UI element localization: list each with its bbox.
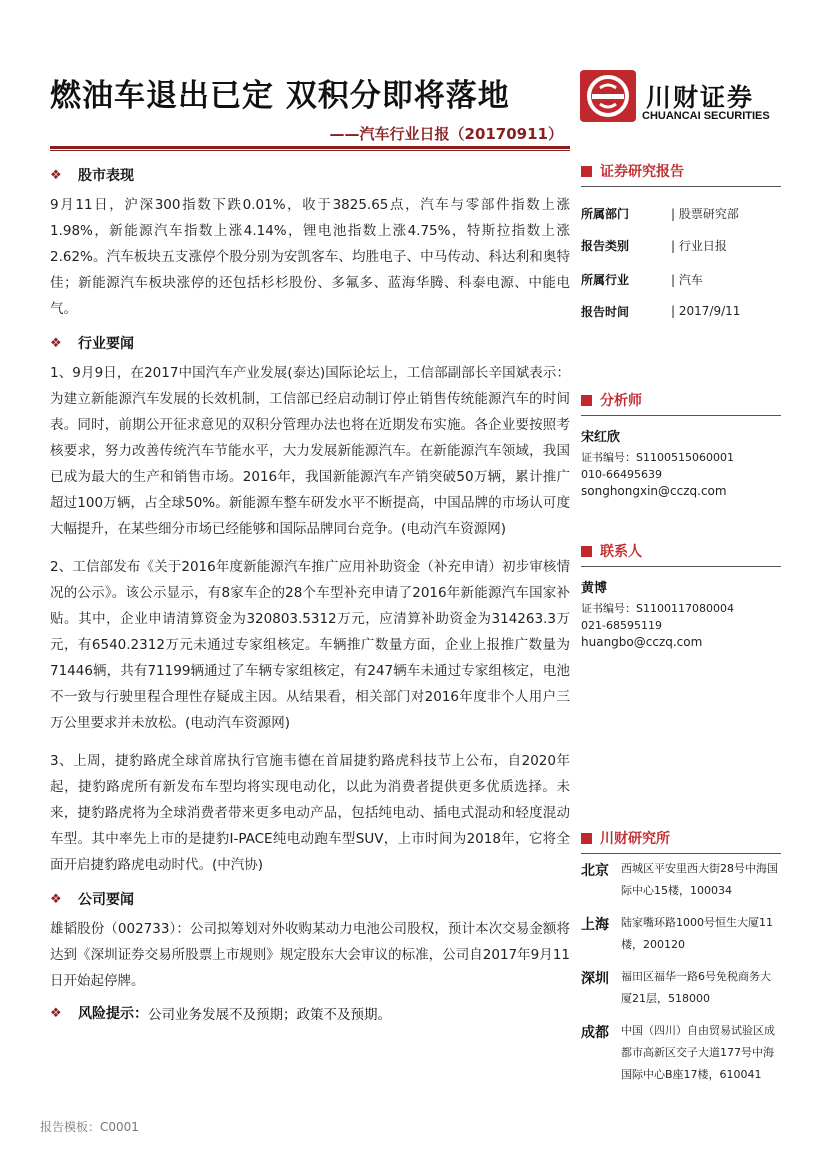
logo-text-cn: 川财证券 — [646, 83, 755, 112]
square-bullet-icon — [581, 833, 592, 844]
office-chengdu: 成都 中国（四川）自由贸易试验区成都市高新区交子大道177号中海国际中心B座17楼，610041 — [581, 1024, 775, 1081]
diamond-bullet-icon: ❖ — [50, 335, 62, 351]
sidebar-heading-institute: 川财研究所 — [581, 827, 781, 849]
risk-label: 风险提示： — [78, 1006, 148, 1022]
industry-paragraph-2: 2、工信部发布《关于2016年度新能源汽车推广应用补助资金（补充申请）初步审核情况的公示》。该公示显示，有8家车企的28个车型补充申请了2016年新能源汽车国家补贴。其中，企业申请清算资金为320803.5312万元，应清算补助资金为314263.3万元，有6540.2312万元未通过专家组核定。车辆推广数量方面，企业上报推广数量为71446辆，共有71199辆通过了车辆专家组核定，有247辆车未通过专家组核定，电池不一致与行驶里程合理性存疑成主因。从结果看，相关部门对2016年度非个人用户三万公里要求并未放松。(电动汽车资源网) — [50, 559, 570, 731]
industry-paragraph-1: 1、9月9日，在2017中国汽车产业发展(泰达)国际论坛上，工信部副部长辛国斌表示：为建立新能源汽车发展的长效机制，工信部已经启动制订停止销售传统能源汽车的时间表。同时，前期公开征求意见的双积分管理办法也将在近期发布实施。各企业要按照考核要求，努力改善传统汽车节能水平，大力发展新能源汽车。在新能源汽车领域，我国已成为最大的生产和销售市场。2016年，我国新能源汽车产销突破50万辆，累计推广超过100万辆，占全球50%。新能源车整车研发水平不断提高，中国品牌的市场认可度大幅提升，在某些细分市场已经能够和国际品牌同台竞争。(电动汽车资源网) — [50, 365, 570, 537]
contact-email[interactable]: huangbo@cczq.com — [581, 635, 703, 649]
sidebar-heading-analyst: 分析师 — [581, 389, 781, 411]
company-logo — [580, 70, 780, 130]
logo-text-en: CHUANCAI SECURITIES — [642, 110, 770, 122]
report-template-id: 报告模板：C0001 — [40, 1120, 139, 1134]
square-bullet-icon — [581, 166, 592, 177]
sidebar — [581, 160, 781, 1096]
diamond-bullet-icon: ❖ — [50, 891, 62, 907]
header-rule — [50, 146, 570, 149]
risk-text: 公司业务发展不及预期；政策不及预期。 — [148, 1007, 391, 1023]
sidebar-divider — [581, 853, 781, 854]
office-beijing: 北京 西城区平安里西大街28号中海国际中心15楼，100034 — [581, 862, 778, 897]
square-bullet-icon — [581, 546, 592, 557]
square-bullet-icon — [581, 395, 592, 406]
contact-phone: 021-68595119 — [581, 619, 662, 632]
sidebar-divider — [581, 566, 781, 567]
diamond-bullet-icon: ❖ — [50, 1005, 62, 1021]
analyst-name: 宋红欣 — [581, 430, 621, 445]
analyst-cert: 证书编号：S1100515060001 — [581, 451, 734, 464]
main-content — [50, 160, 570, 1024]
office-shenzhen: 深圳 福田区福华一路6号免税商务大厦21层，518000 — [581, 970, 771, 1005]
info-row-category: 报告类别 | 行业日报 — [581, 238, 727, 253]
section-heading-market — [50, 164, 570, 186]
analyst-email[interactable]: songhongxin@cczq.com — [581, 484, 727, 498]
market-paragraph: 9月11日，沪深300指数下跌0.01%，收于3825.65点，汽车与零部件指数上涨1.98%，新能源汽车指数上涨4.14%，锂电池指数上涨4.75%，特斯拉指数上涨2.62%。汽车板块五支涨停个股分别为安凯客车、均胜电子、中马传动、科达利和奥特佳；新能源汽车板块涨停的还包括杉杉股份、多氟多、蓝海华腾、科泰电源、中能电气。 — [50, 197, 570, 317]
logo-mark-icon — [580, 70, 636, 122]
info-row-department: 所属部门 | 股票研究部 — [581, 206, 739, 221]
section-heading-text: 行业要闻 — [78, 336, 134, 352]
sidebar-divider — [581, 415, 781, 416]
diamond-bullet-icon: ❖ — [50, 167, 62, 183]
section-heading-industry — [50, 332, 570, 354]
contact-cert: 证书编号：S1100117080004 — [581, 602, 734, 615]
office-shanghai: 上海 陆家嘴环路1000号恒生大厦11楼，200120 — [581, 916, 773, 951]
sidebar-heading-report: 证券研究报告 — [581, 160, 781, 182]
risk-warning — [50, 1002, 570, 1024]
report-title: 燃油车退出已定 双积分即将落地 — [50, 78, 510, 114]
section-heading-text: 公司要闻 — [78, 892, 134, 908]
report-subtitle: ——汽车行业日报（20170911） — [329, 125, 563, 143]
company-paragraph: 雄韬股份（002733）：公司拟筹划对外收购某动力电池公司股权，预计本次交易金额将达到《深圳证券交易所股票上市规则》规定股东大会审议的标准，公司自2017年9月11日开始起停牌。 — [50, 921, 570, 989]
section-heading-text: 股市表现 — [78, 168, 134, 184]
section-heading-company — [50, 888, 570, 910]
sidebar-divider — [581, 186, 781, 187]
header-rule-thin — [50, 150, 570, 151]
analyst-phone: 010-66495639 — [581, 468, 662, 481]
contact-name: 黄博 — [581, 581, 608, 596]
industry-paragraph-3: 3、上周，捷豹路虎全球首席执行官施韦德在首届捷豹路虎科技节上公布，自2020年起，捷豹路虎所有新发布车型均将实现电动化，以此为消费者提供更多优质选择。未来，捷豹路虎将为全球消费者带来更多电动产品，包括纯电动、插电式混动和轻度混动车型。其中率先上市的是捷豹I-PACE纯电动跑车型SUV，上市时间为2018年，它将全面开启捷豹路虎电动时代。(中汽协) — [50, 753, 570, 873]
info-row-date: 报告时间 | 2017/9/11 — [581, 304, 741, 319]
info-row-industry: 所属行业 | 汽车 — [581, 272, 703, 287]
sidebar-heading-contact: 联系人 — [581, 540, 781, 562]
